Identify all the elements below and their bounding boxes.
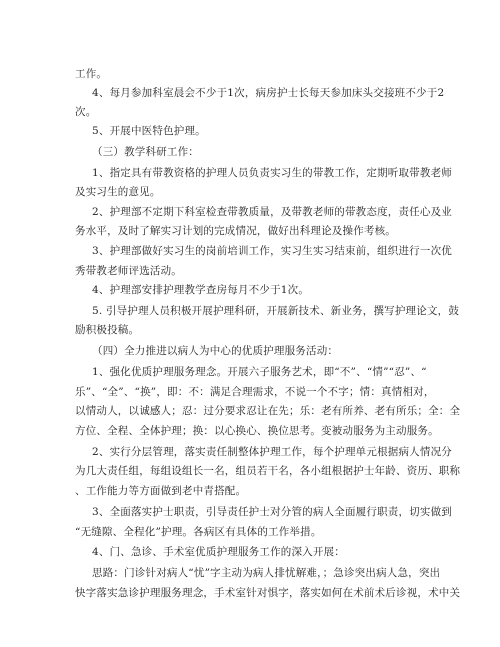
text-line: 以情动人，以诚感人；忍：过分要求忍让在先；乐：老有所养、老有所乐；全：全: [75, 405, 461, 417]
text-line: 5. 引导护理人员积极开展护理科研，开展新技术、新业务，撰写护理论文，鼓: [92, 305, 460, 317]
text-line: 为几大责任组，每组设组长一名，组员若干名，各小组根据护士年龄、资历、职称: [75, 465, 461, 477]
text-line: 4、每月参加科室晨会不少于1次，病房护士长每天参加床头交接班不少于2: [92, 87, 445, 99]
text-line: 1、强化优质护理服务理念。开展六子服务艺术，即“不”、“情”“忍”、“: [92, 366, 427, 378]
text-line: 3、全面落实护士职责，引导责任护士对分管的病人全面履行职责，切实做到: [92, 506, 452, 518]
text-line: 2、护理部不定期下科室检查带教质量，及带教老师的带教态度，责任心及业: [92, 206, 452, 218]
text-line: 快字落实急诊护理服务理念，手术室针对惧字，落实如何在术前术后诊视，术中关: [75, 587, 461, 599]
text-line: 1、指定具有带教资格的护理人员负责实习生的带教工作，定期听取带教老师: [92, 167, 452, 179]
text-line: 乐”、“全”、“换”，即：不：满足合理需求，不说一个不字；情：真情相对，: [75, 386, 435, 398]
text-line: 及实习生的意见。: [75, 186, 161, 198]
text-line: 励积极投稿。: [75, 324, 140, 336]
text-line: 务水平，及时了解实习计划的完成情况，做好出科理论及操作考核。: [75, 225, 396, 237]
text-line: 4、护理部安排护理教学查房每月不少于1次。: [92, 284, 310, 296]
section-heading: （四）全力推进以病人为中心的优质护理服务活动：: [92, 345, 339, 357]
text-line: 秀带教老师评选活动。: [75, 265, 182, 277]
text-line: 方位、全程、全体护理；换：以心换心、换位思考。变被动服务为主动服务。: [75, 425, 439, 437]
text-line: 次。: [75, 106, 97, 118]
text-line: 工作。: [75, 68, 108, 80]
section-heading: （三）教学科研工作：: [92, 146, 199, 158]
text-line: 4、门、急诊、手术室优质护理服务工作的深入开展：: [92, 546, 345, 558]
text-line: 2、实行分层管理，落实责任制整体护理工作，每个护理单元根据病人情况分: [92, 446, 452, 458]
text-line: 5、开展中医特色护理。: [92, 125, 206, 137]
text-line: “无缝隙、全程化”护理。各病区有具体的工作举措。: [75, 526, 322, 538]
text-line: 、工作能力等方面做到老中青搭配。: [75, 485, 247, 497]
text-line: 思路：门诊针对病人“忧”字主动为病人排忧解难，；急诊突出病人急，突出: [92, 567, 441, 579]
text-line: 3、护理部做好实习生的岗前培训工作，实习生实习结束前，组织进行一次优: [92, 245, 452, 257]
